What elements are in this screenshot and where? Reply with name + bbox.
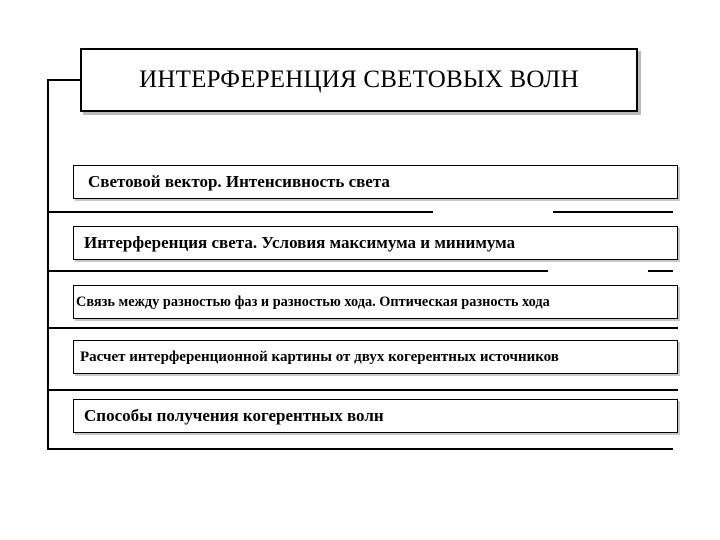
topic-box-5: Способы получения когерентных волн [73, 399, 678, 433]
spine-vertical [47, 79, 49, 450]
diagram-title: ИНТЕРФЕРЕНЦИЯ СВЕТОВЫХ ВОЛН [80, 48, 638, 112]
topic-box-1: Световой вектор. Интенсивность света [73, 165, 678, 199]
branch-line-1-tail [553, 211, 673, 213]
branch-line-4 [48, 389, 678, 391]
spine-top-connector [48, 79, 82, 81]
branch-line-3 [48, 327, 678, 329]
branch-line-1 [48, 211, 433, 213]
branch-line-2 [48, 270, 548, 272]
topic-box-2: Интерференция света. Условия максимума и минимума [73, 226, 678, 260]
branch-line-5 [48, 448, 673, 450]
topic-box-4: Расчет интерференционной картины от двух когерентных источников [73, 340, 678, 374]
branch-line-2-tail [648, 270, 673, 272]
topic-box-3: Связь между разностью фаз и разностью хода. Оптическая разность хода [73, 285, 678, 319]
